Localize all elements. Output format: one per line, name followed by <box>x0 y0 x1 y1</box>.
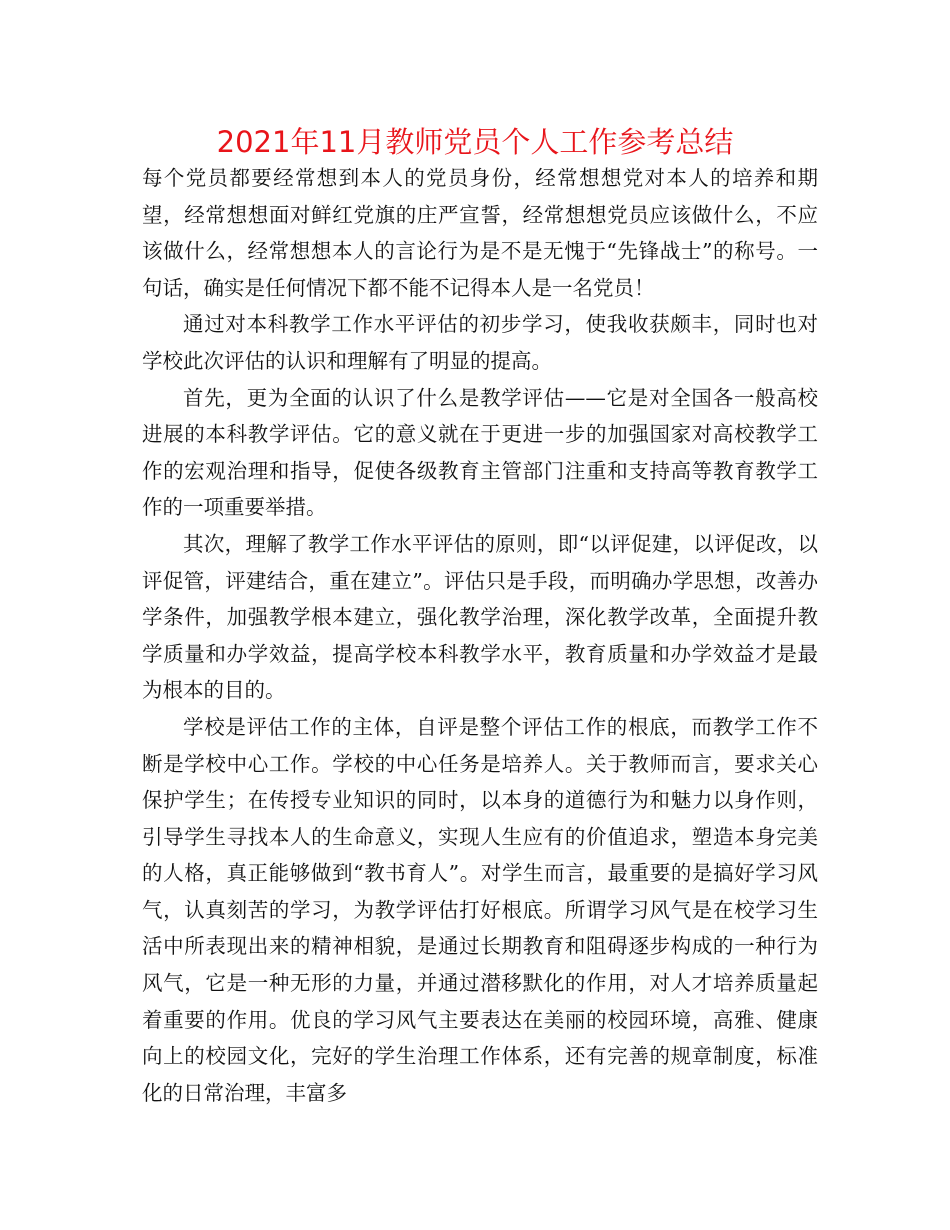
document-title: 2021年11月教师党员个人工作参考总结 <box>216 125 734 159</box>
paragraph-2: 通过对本科教学工作水平评估的初步学习，使我收获颇丰，同时也对学校此次评估的认识和理解有了明显的提高。 <box>142 312 818 373</box>
document-body <box>142 160 818 1111</box>
paragraph-3: 首先，更为全面的认识了什么是教学评估——它是对全国各一般高校进展的本科教学评估。它的意义就在于更进一步的加强国家对高校教学工作的宏观治理和指导，促使各级教育主管部门注重和支持高等教育教学工作的一项重要举措。 <box>142 385 818 520</box>
paragraph-4: 其次，理解了教学工作水平评估的原则，即“以评促建，以评促改，以评促管，评建结合，重在建立”。评估只是手段，而明确办学思想，改善办学条件，加强教学根本建立，强化教学治理，深化教学改革，全面提升教学质量和办学效益，提高学校本科教学水平，教育质量和办学效益才是最为根本的目的。 <box>142 531 818 703</box>
paragraph-1: 每个党员都要经常想到本人的党员身份，经常想想党对本人的培养和期望，经常想想面对鲜红党旗的庄严宣誓，经常想想党员应该做什么，不应该做什么，经常想想本人的言论行为是不是无愧于“先锋战士”的称号。一句话，确实是任何情况下都不能不记得本人是一名党员！ <box>142 166 818 300</box>
paragraph-5: 学校是评估工作的主体，自评是整个评估工作的根底，而教学工作不断是学校中心工作。学校的中心任务是培养人。关于教师而言，要求关心保护学生；在传授专业知识的同时，以本身的道德行为和魅力以身作则，引导学生寻找本人的生命意义，实现人生应有的价值追求，塑造本身完美的人格，真正能够做到“教书育人”。对学生而言，最重要的是搞好学习风气，认真刻苦的学习，为教学评估打好根底。所谓学习风气是在校学习生活中所表现出来的精神相貌，是通过长期教育和阻碍逐步构成的一种行为风气，它是一种无形的力量，并通过潜移默化的作用，对人才培养质量起着重要的作用。优良的学习风气主要表达在美丽的校园环境，高雅、健康向上的校园文化，完好的学生治理工作体系，还有完善的规章制度，标准化的日常治理，丰富多 <box>142 714 818 1105</box>
